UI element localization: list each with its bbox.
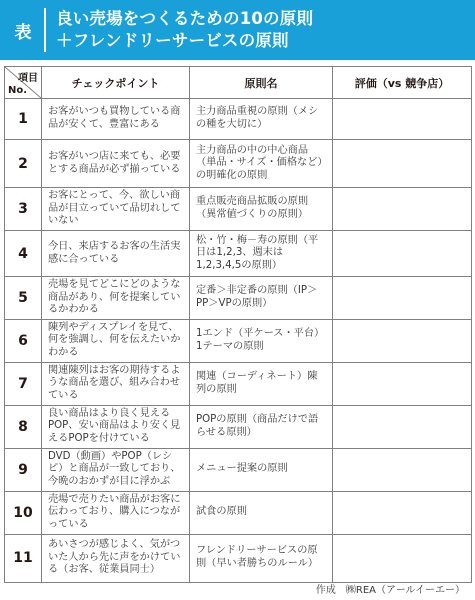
table-row [5,277,472,320]
row-number: 6 [5,319,42,362]
row-number: 10 [5,491,42,534]
check-point-cell: あいさつが感じよく、気がついた人から先に声をかけている（お客、従業員同士） [42,534,190,582]
table-row [5,491,472,534]
row-number: 4 [5,231,42,277]
check-point-cell: 良い商品はより良く見えるPOP、安い商品はより安く見えるPOPを付けている [42,405,190,448]
table-row [5,99,472,140]
table-row [5,231,472,277]
table-row [5,448,472,491]
row-number: 1 [5,99,42,140]
table-row [5,534,472,582]
check-point-cell: 売場で売りたい商品がお客に伝わっており、購入につながっている [42,491,190,534]
rule-name-cell: 松・竹・梅－寿の原則（平日は1,2,3、週末は1,2,3,4,5の原則） [190,231,333,277]
evaluation-cell[interactable] [333,231,472,277]
check-point-cell: お客がいつも買物している商品が安くて、豊富にある [42,99,190,140]
evaluation-cell[interactable] [333,534,472,582]
check-point-cell: DVD（動画）やPOP（レシピ）と商品が一致しており、今晩のおかずが目に浮かぶ [42,448,190,491]
evaluation-cell[interactable] [333,405,472,448]
rule-header: 原則名 [190,67,333,99]
table-row [5,362,472,405]
evaluation-cell[interactable] [333,448,472,491]
evaluation-cell[interactable] [333,491,472,534]
row-number: 7 [5,362,42,405]
table-badge: 表 [2,8,46,52]
rule-name-cell: メニュー提案の原則 [190,448,333,491]
evaluation-cell[interactable] [333,99,472,140]
rule-name-cell: 試食の原則 [190,491,333,534]
check-point-cell: 売場を見てどこにどのような商品があり、何を提案しているかわかる [42,277,190,320]
evaluation-cell[interactable] [333,140,472,188]
rule-name-cell: 1エンド（平ケース・平台）1テーマの原則 [190,319,333,362]
table-row [5,405,472,448]
rule-name-cell: 関連（コーディネート）陳列の原則 [190,362,333,405]
evaluation-cell[interactable] [333,319,472,362]
rule-name-cell: 主力商品重視の原則（メシの種を大切に） [190,99,333,140]
row-number: 8 [5,405,42,448]
rule-name-cell: POPの原則（商品だけで語らせる原則） [190,405,333,448]
evaluation-cell[interactable] [333,188,472,231]
rule-name-cell: 主力商品の中の中心商品（単品・サイズ・価格など）の明確化の原則 [190,140,333,188]
title-line-1: 良い売場をつくるための10の原則 [56,9,314,28]
evaluation-cell[interactable] [333,277,472,320]
rules-table [4,66,472,583]
credit-text: 作成 ㈱REA（アールイーエー） [315,585,465,596]
table-header-row [5,67,472,99]
row-number: 5 [5,277,42,320]
rule-name-cell: フレンドリーサービスの原則（早い者勝ちのルール） [190,534,333,582]
check-point-cell: お客にとって、今、欲しい商品が目立っていて品切れしていない [42,188,190,231]
row-number: 3 [5,188,42,231]
title-banner [0,0,475,60]
check-point-cell: 関連陳列はお客の期待するような商品を選び、組み合わせている [42,362,190,405]
table-row [5,140,472,188]
rule-name-cell: 重点販売商品拡販の原則（異常値づくりの原則） [190,188,333,231]
eval-header: 評価（vs 競争店） [333,67,472,99]
table-row [5,188,472,231]
row-number: 9 [5,448,42,491]
title-line-2: ＋フレンドリーサービスの原則 [56,31,289,50]
check-point-cell: 陳列やディスプレイを見て、何を強調し、何を伝えたいかわかる [42,319,190,362]
page-title [56,8,313,52]
item-no-header [5,67,42,99]
row-number: 11 [5,534,42,582]
item-header-label: 項目 [18,73,38,84]
rule-name-cell: 定番＞非定番の原則（IP＞PP＞VPの原則） [190,277,333,320]
table-row [5,319,472,362]
no-header-label: No. [8,85,28,96]
check-point-cell: お客がいつ店に来ても、必要とする商品が必ず揃っている [42,140,190,188]
row-number: 2 [5,140,42,188]
check-header: チェックポイント [42,67,190,99]
check-point-cell: 今日、来店するお客の生活実感に合っている [42,231,190,277]
evaluation-cell[interactable] [333,362,472,405]
